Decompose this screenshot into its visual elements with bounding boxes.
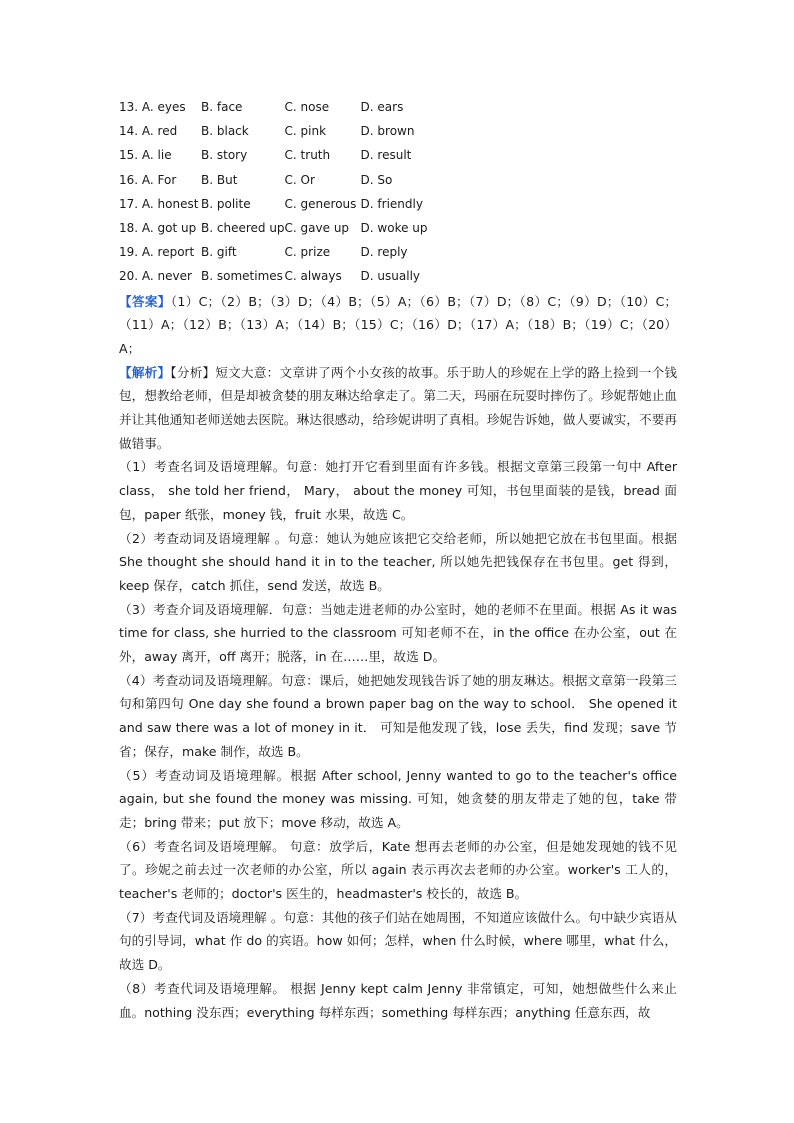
choice-d: D. woke up [360, 221, 428, 236]
option-row [119, 240, 451, 264]
explanation-item: （6）考查名词及语境理解。 句意：放学后，Kate 想再去老师的办公室，但是她发现她的钱不见了。珍妮之前去过一次老师的办公室，所以 again 表示再次去老师的办公室。worker's 工人的，teacher's 老师的；doctor's 医生的，headmaster's 校长的，故选 B。 [119, 838, 677, 902]
explanation-item: （8）考查代词及语境理解。 根据 Jenny kept calm Jenny 非常镇定，可知，她想做些什么来止血。nothing 没东西；everything 每样东西；something 每样东西；anything 任意东西，故 [119, 980, 677, 1020]
explanations-list [119, 455, 677, 1024]
choice-d: D. friendly [360, 196, 423, 211]
choice-c: C. pink [284, 124, 327, 139]
choice-b: B. story [201, 148, 248, 163]
option-row [119, 119, 451, 143]
choice-b: B. sometimes [201, 269, 283, 284]
choice-b: B. black [201, 124, 249, 139]
choice-d: D. result [360, 148, 412, 163]
option-row [119, 95, 451, 119]
option-row [119, 216, 451, 240]
explanation-item: （1）考查名词及语境理解。句意：她打开它看到里面有许多钱。根据文章第三段第一句中 After class， she told her friend， Mary， about the money 可知，书包里面装的是钱，bread 面包，paper 纸张，money 钱，fruit 水果，故选 C。 [119, 459, 677, 522]
explanation-item: （4）考查动词及语境理解。句意：课后，她把她发现钱告诉了她的朋友琳达。根据文章第一段第三句和第四句 One day she found a brown paper bag on the way to school． She opened it and saw there was a lot of money in it． 可知是他发现了钱，lose 丢失，find 发现；save 节省；保存，make 制作，故选 B。 [119, 672, 677, 759]
choice-c: C. prize [284, 245, 331, 260]
explanation-item: （5）考查动词及语境理解。根据 After school, Jenny wanted to go to the teacher's office again, but she found the money was missing. 可知，她贪婪的朋友带走了她的包，take 带走；bring 带来；put 放下；move 移动，故选 A。 [119, 767, 677, 830]
explanation-item: （7）考查代词及语境理解 。句意：其他的孩子们站在她周围，不知道应该做什么。句中缺少宾语从句的引导词，what 作 do 的宾语。how 如何；怎样，when 什么时候，where 哪里，what 什么，故选 D。 [119, 909, 677, 973]
choice-c: C. always [284, 269, 342, 284]
choice-c: C. truth [284, 148, 331, 163]
choice-c: C. gave up [284, 221, 350, 236]
choice-d: D. ears [360, 100, 404, 115]
question-choice-a: 19. A. report [119, 245, 195, 260]
choice-d: D. reply [360, 245, 408, 260]
analysis-text: 【分析】短文大意：文章讲了两个小女孩的故事。乐于助人的珍妮在上学的路上捡到一个钱包，想教给老师，但是却被贪婪的朋友琳达给拿走了。第二天，玛丽在玩耍时摔伤了。珍妮帮她止血并让其他通知老师送她去医院。琳达很感动，给珍妮讲明了真相。珍妮告诉她，做人要诚实，不要再做错事。 [119, 364, 678, 451]
option-row [119, 143, 451, 167]
choice-d: D. usually [360, 269, 421, 284]
choice-b: B. But [201, 172, 238, 187]
choice-b: B. cheered up [201, 221, 285, 236]
question-choice-a: 17. A. honest [119, 196, 199, 211]
choice-c: C. generous [284, 196, 357, 211]
choice-c: C. Or [284, 172, 315, 187]
analysis-section [119, 361, 677, 456]
answer-text: （1）C；（2）B；（3）D；（4）B；（5）A；（6）B；（7）D；（8）C；（9）D；（10）C；（11）A；（12）B；（13）A；（14）B；（15）C；（16）D；（17）A；（18）B；（19）C；（20）A； [119, 293, 678, 356]
question-choice-a: 14. A. red [119, 124, 178, 139]
answer-section [119, 290, 677, 361]
option-row [119, 264, 451, 288]
answer-label: 【答案】 [119, 293, 171, 309]
choice-d: D. So [360, 172, 393, 187]
explanation-item: （2）考查动词及语境理解 。句意：她认为她应该把它交给老师，所以她把它放在书包里面。根据 She thought she should hand it in to the teacher, 所以她先把钱保存在书包里。get 得到，keep 保存，catch 抓住，send 发送，故选 B。 [119, 530, 677, 593]
option-row [119, 168, 451, 192]
options-table [119, 95, 451, 289]
question-choice-a: 16. A. For [119, 172, 177, 187]
choice-d: D. brown [360, 124, 415, 139]
explanation-item: （3）考查介词及语境理解．句意：当她走进老师的办公室时，她的老师不在里面。根据 As it was time for class, she hurried to the classroom 可知老师不在，in the office 在办公室，out 在外，away 离开，off 离开；脱落，in 在……里，故选 D。 [119, 601, 677, 665]
option-row [119, 192, 451, 216]
choice-b: B. polite [201, 196, 251, 211]
analysis-label: 【解析】 [119, 364, 171, 380]
page-content [119, 95, 677, 1024]
question-choice-a: 13. A. eyes [119, 100, 186, 115]
choice-b: B. gift [201, 245, 237, 260]
choice-b: B. face [201, 100, 243, 115]
question-choice-a: 15. A. lie [119, 148, 172, 163]
choice-c: C. nose [284, 100, 330, 115]
question-choice-a: 18. A. got up [119, 221, 197, 236]
question-choice-a: 20. A. never [119, 269, 192, 284]
